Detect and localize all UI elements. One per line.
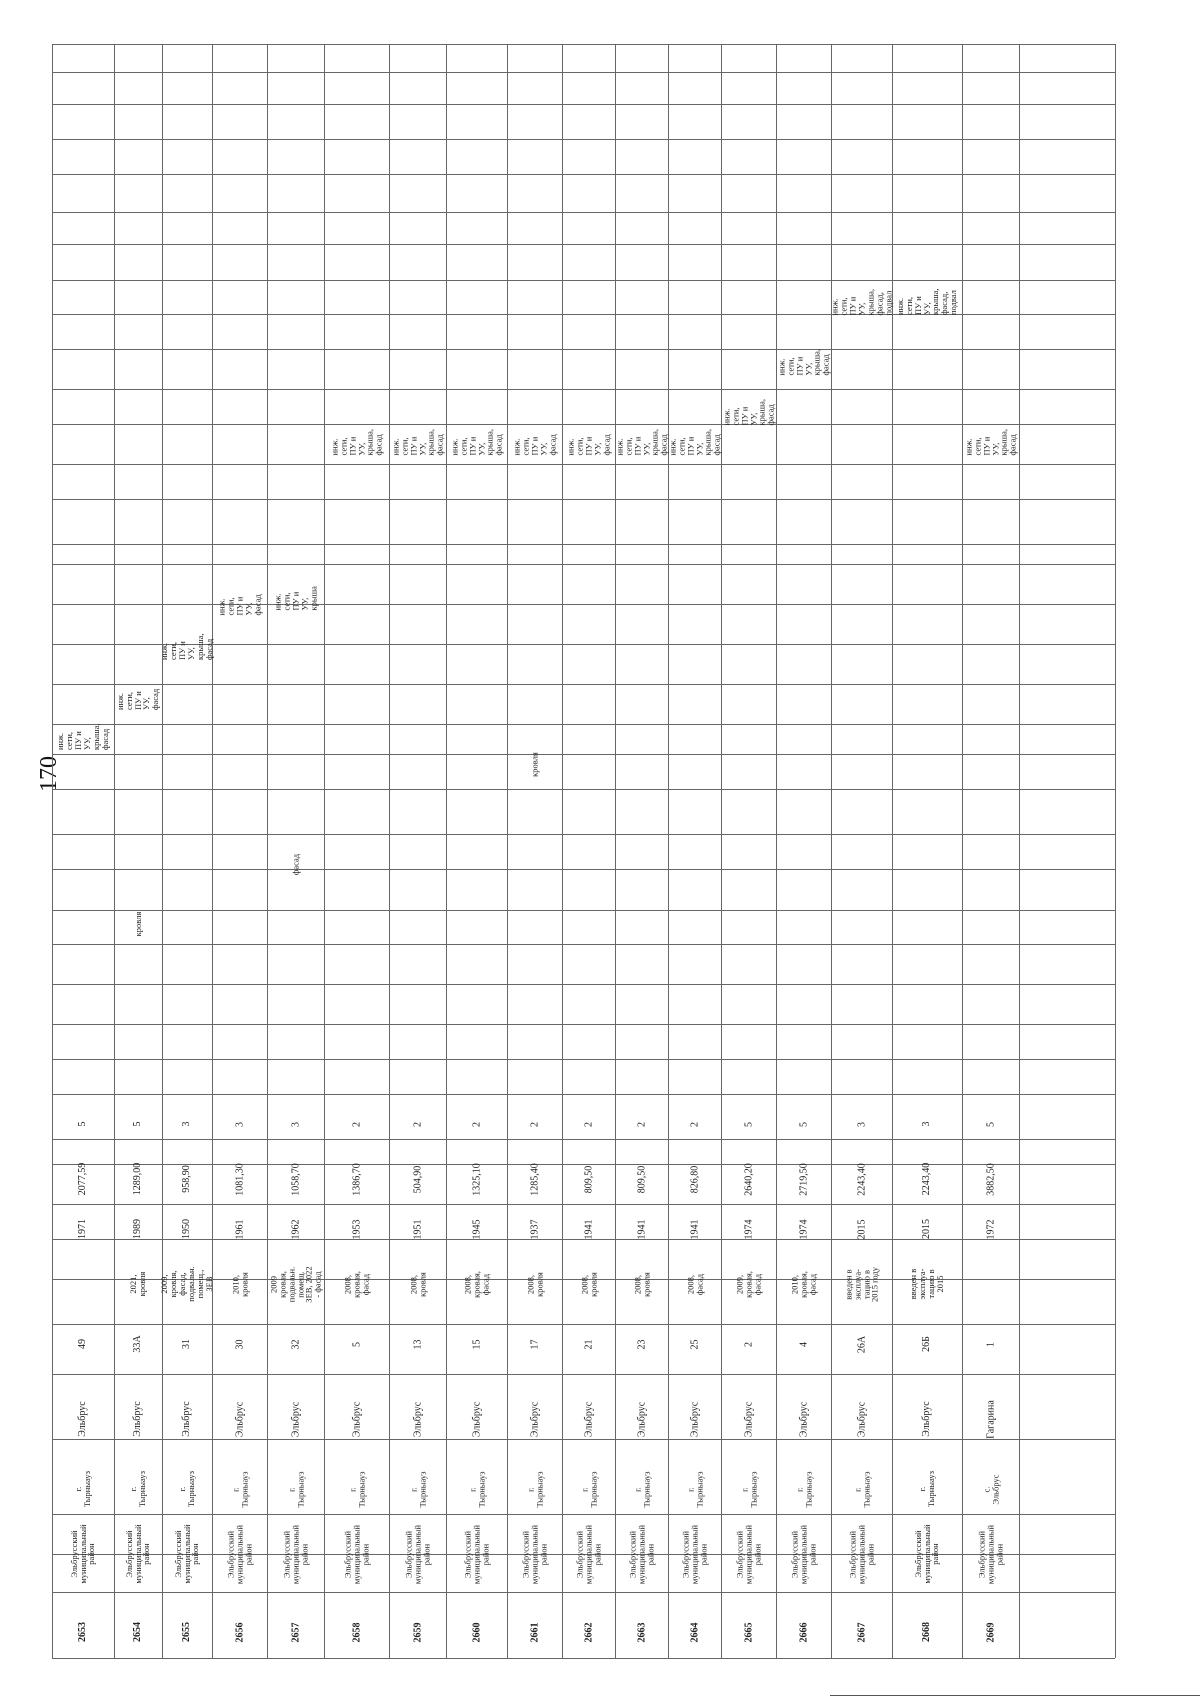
cell-num: 2662: [582, 1622, 594, 1642]
cell-repairs: инж. сети, ПУ и УУ, крыша, фасад: [328, 428, 384, 455]
cell-year: 2015: [855, 1219, 867, 1239]
cell-roof-note: [724, 904, 773, 944]
cell-num: 2656: [233, 1622, 245, 1642]
cell-year: 1950: [181, 1219, 192, 1239]
cell-floors: 5: [797, 1121, 809, 1127]
table-grid-line: [615, 44, 616, 1658]
cell-house: 26А: [855, 1335, 867, 1353]
cell-year: 1941: [635, 1219, 647, 1239]
cell-facade-note: [55, 814, 111, 854]
cell-district: Эльбрусский муниципальный район: [574, 1524, 602, 1584]
cell-repairs: инж. сети, ПУ и УУ, фасад: [511, 433, 557, 455]
cell-roof-note: [965, 904, 1016, 944]
cell-year: 1937: [528, 1219, 540, 1239]
cell-year: 1962: [289, 1219, 301, 1239]
table-grid-line: [892, 44, 893, 1658]
cell-floors: 2: [470, 1121, 482, 1127]
cell-settlement: г. Тырныауз: [285, 1471, 305, 1507]
cell-num: 2653: [77, 1622, 88, 1642]
cell-work-done: введен в эксплуа- тацию в 2015: [908, 1268, 945, 1300]
cell-repairs: инж. сети, ПУ и УУ, крыша, фасад: [962, 428, 1018, 455]
cell-street: Эльбрус: [470, 1401, 482, 1437]
cell-num: 2666: [797, 1622, 809, 1642]
cell-floors: 5: [77, 1121, 88, 1127]
cell-facade-note: [117, 814, 159, 854]
cell-repairs: инж. сети, ПУ и УУ, крыша, фасад, подвал: [894, 288, 959, 315]
cell-num: 2668: [921, 1622, 932, 1642]
cell-settlement: г. Тырныауз: [177, 1471, 196, 1507]
cell-street: Эльбрус: [132, 1401, 143, 1437]
cell-repairs: инж. сети, ПУ и УУ, крыша, фасад: [613, 428, 669, 455]
cell-floors: 3: [921, 1121, 932, 1127]
cell-num: 2654: [132, 1622, 143, 1642]
cell-floors: 2: [411, 1121, 423, 1127]
cell-house: 33А: [132, 1335, 143, 1353]
cell-area: 826,80: [688, 1165, 700, 1193]
cell-work-done: 2010, кровля: [229, 1271, 249, 1297]
cell-work-done: [965, 1252, 1016, 1316]
cell-district: Эльбрусский муниципальный район: [734, 1524, 762, 1584]
cell-district: Эльбрусский муниципальный район: [912, 1524, 941, 1584]
cell-district: Эльбрусский муниципальный район: [462, 1524, 490, 1584]
cell-settlement: г. Тырныауз: [407, 1471, 427, 1507]
cell-street: Гагарина: [984, 1399, 996, 1439]
cell-facade-note: фасад: [290, 853, 301, 875]
cell-roof-note: [565, 904, 612, 944]
cell-year: 1951: [411, 1219, 423, 1239]
cell-num: 2664: [688, 1622, 700, 1642]
cell-roof-note: [895, 904, 959, 944]
cell-repairs: инж. сети, ПУ и УУ, фасад: [114, 688, 161, 710]
cell-house: 17: [528, 1339, 540, 1349]
cell-work-done: 2008, кровля, фасад: [462, 1270, 490, 1298]
cell-roof-note: [671, 904, 718, 944]
cell-num: 2661: [528, 1622, 540, 1642]
cell-street: Эльбрус: [582, 1401, 594, 1437]
cell-district: Эльбрусский муниципальный район: [225, 1524, 253, 1584]
cell-repairs: инж. сети, ПУ и УУ, крыша, фасад: [389, 428, 445, 455]
cell-floors: 5: [742, 1121, 754, 1127]
cell-facade-note: [895, 814, 959, 854]
cell-year: 1971: [77, 1219, 88, 1239]
cell-repairs: инж. сети, ПУ и УУ, крыша, фасад: [775, 348, 831, 375]
cell-work-done: 2008, кровля: [631, 1271, 651, 1297]
table-grid-line: [962, 44, 963, 1658]
cell-roof-note: [779, 904, 828, 944]
table-grid-line: [721, 44, 722, 1658]
cell-num: 2657: [289, 1622, 301, 1642]
cell-district: Эльбрусский муниципальный район: [342, 1524, 370, 1584]
cell-district: Эльбрусский муниципальный район: [123, 1524, 152, 1584]
cell-roof-note: [327, 904, 386, 944]
cell-area: 1386,70: [350, 1162, 362, 1196]
table-grid-line: [1019, 44, 1020, 1658]
cell-house: 15: [470, 1339, 482, 1349]
cell-settlement: г. Тырныауз: [346, 1471, 366, 1507]
cell-year: 1961: [233, 1219, 245, 1239]
cell-facade-note: [392, 814, 443, 854]
cell-area: 2243,40: [855, 1162, 867, 1196]
table-grid-line: [52, 1658, 1115, 1659]
cell-area: 1058,70: [289, 1162, 301, 1196]
cell-settlement: г. Тырныауз: [128, 1471, 147, 1507]
cell-district: Эльбрусский муниципальный район: [627, 1524, 655, 1584]
cell-repairs: инж. сети, ПУ и УУ, крыша: [272, 585, 318, 610]
cell-facade-note: кровля: [529, 751, 540, 777]
cell-facade-note: [671, 814, 718, 854]
cell-floors: 3: [289, 1121, 301, 1127]
table-grid-line: [562, 44, 563, 1658]
cell-work-done: 2008, кровля: [524, 1271, 544, 1297]
cell-settlement: с. Эльбрус: [980, 1473, 1000, 1505]
cell-house: 4: [797, 1341, 809, 1347]
cell-facade-note: [834, 814, 889, 854]
cell-facade-note: [724, 814, 773, 854]
cell-year: 2015: [921, 1219, 932, 1239]
cell-settlement: г. Тырныауз: [917, 1471, 936, 1507]
cell-settlement: г. Тырныауз: [684, 1471, 704, 1507]
cell-roof-note: кровля: [132, 911, 143, 937]
cell-repairs: инж. сети, ПУ и УУ, крыша, фасад: [448, 428, 504, 455]
cell-floors: 2: [582, 1121, 594, 1127]
cell-year: 1974: [742, 1219, 754, 1239]
cell-roof-note: [449, 904, 504, 944]
cell-settlement: г. Тырныауз: [229, 1471, 249, 1507]
cell-facade-note: [165, 814, 209, 854]
cell-roof-note: [270, 904, 321, 944]
table-grid-line: [389, 44, 390, 1658]
cell-area: 809,50: [582, 1165, 594, 1193]
cell-work-done: 2009, кровля, фасад, подвальн. помещ., ЗЕВ: [159, 1266, 214, 1302]
cell-street: Эльбрус: [77, 1401, 88, 1437]
cell-house: 49: [77, 1339, 88, 1349]
cell-num: 2667: [855, 1622, 867, 1642]
cell-floors: 3: [181, 1121, 192, 1127]
cell-house: 31: [181, 1339, 192, 1349]
cell-district: Эльбрусский муниципальный район: [281, 1524, 309, 1584]
table-grid-line: [267, 44, 268, 1658]
cell-street: Эльбрус: [289, 1401, 301, 1437]
table-grid-line: [507, 44, 508, 1658]
cell-area: 2719,50: [797, 1162, 809, 1196]
cell-area: 2077,59: [77, 1162, 88, 1196]
cell-work-done: 2008, фасад: [684, 1273, 704, 1295]
cell-num: 2669: [984, 1622, 996, 1642]
cell-facade-note: [565, 814, 612, 854]
cell-street: Эльбрус: [921, 1401, 932, 1437]
cell-house: 26Б: [921, 1336, 932, 1352]
cell-area: 1285,40: [528, 1162, 540, 1196]
cell-num: 2655: [181, 1622, 192, 1642]
table-grid-line: [162, 44, 163, 1658]
cell-settlement: г. Тырныауз: [466, 1471, 486, 1507]
cell-house: 25: [688, 1339, 700, 1349]
cell-street: Эльбрус: [350, 1401, 362, 1437]
cell-district: Эльбрусский муниципальный район: [680, 1524, 708, 1584]
cell-area: 1081,30: [233, 1162, 245, 1196]
cell-settlement: г. Тырныауз: [851, 1471, 871, 1507]
cell-district: Эльбрусский муниципальный район: [976, 1524, 1004, 1584]
cell-house: 13: [411, 1339, 423, 1349]
cell-roof-note: [392, 904, 443, 944]
table-grid-line: [446, 44, 447, 1658]
scan-marks: [520, 0, 660, 14]
cell-area: 2243,40: [921, 1162, 932, 1196]
cell-street: Эльбрус: [411, 1401, 423, 1437]
cell-roof-note: [215, 904, 264, 944]
cell-district: Эльбрусский муниципальный район: [520, 1524, 548, 1584]
cell-street: Эльбрус: [233, 1401, 245, 1437]
cell-year: 1953: [350, 1219, 362, 1239]
cell-house: 21: [582, 1339, 594, 1349]
cell-work-done: введен в эксплуа- тацию в 2015 году: [842, 1266, 880, 1302]
cell-street: Эльбрус: [181, 1401, 192, 1437]
cell-year: 1972: [984, 1219, 996, 1239]
cell-num: 2659: [411, 1622, 423, 1642]
cell-street: Эльбрус: [855, 1401, 867, 1437]
cell-facade-note: [449, 814, 504, 854]
cell-num: 2665: [742, 1622, 754, 1642]
cell-num: 2663: [635, 1622, 647, 1642]
cell-house: 2: [742, 1341, 754, 1347]
cell-repairs: инж. сети, ПУ и УУ, фасад: [565, 433, 611, 455]
cell-area: 809,50: [635, 1165, 647, 1193]
cell-area: 3882,50: [984, 1162, 996, 1196]
table-grid-line: [1115, 44, 1116, 1658]
cell-floors: 2: [528, 1121, 540, 1127]
table-grid-line: [52, 44, 53, 1658]
scan-edge-line: [830, 1695, 1200, 1696]
cell-work-done: 2008, кровля, фасад: [342, 1270, 370, 1298]
cell-floors: 2: [635, 1121, 647, 1127]
table-grid-line: [114, 44, 115, 1658]
cell-floors: 3: [233, 1121, 245, 1127]
cell-repairs: инж. сети, ПУ и УУ, крыша, фасад: [720, 398, 776, 425]
cell-street: Эльбрус: [635, 1401, 647, 1437]
cell-settlement: г. Тырныауз: [631, 1471, 651, 1507]
cell-settlement: г. Тырныауз: [73, 1471, 92, 1507]
table-grid-line: [324, 44, 325, 1658]
cell-year: 1941: [688, 1219, 700, 1239]
cell-district: Эльбрусский муниципальный район: [172, 1524, 201, 1584]
cell-settlement: г. Тырныауз: [793, 1471, 813, 1507]
cell-repairs: инж. сети, ПУ и УУ, крыша, фасад: [159, 633, 214, 660]
cell-work-done: 2009, кровля, фасад: [734, 1270, 762, 1298]
cell-floors: 2: [350, 1121, 362, 1127]
cell-area: 504,90: [411, 1165, 423, 1193]
housing-repair-table: [52, 44, 1115, 1658]
cell-street: Эльбрус: [528, 1401, 540, 1437]
cell-house: 23: [635, 1339, 647, 1349]
cell-work-done: [55, 1252, 111, 1316]
cell-repairs: инж. сети, ПУ и УУ, крыша, фасад: [55, 723, 110, 750]
cell-settlement: г. Тырныауз: [738, 1471, 758, 1507]
cell-year: 1945: [470, 1219, 482, 1239]
cell-work-done: 2008, кровля: [578, 1271, 598, 1297]
cell-street: Эльбрус: [688, 1401, 700, 1437]
cell-floors: 3: [855, 1121, 867, 1127]
cell-area: 1289,00: [132, 1162, 143, 1196]
cell-facade-note: [965, 814, 1016, 854]
cell-area: 2640,20: [742, 1162, 754, 1196]
cell-floors: 2: [688, 1121, 700, 1127]
cell-area: 1325,10: [470, 1162, 482, 1196]
table-grid-line: [212, 44, 213, 1658]
cell-settlement: г. Тырныауз: [578, 1471, 598, 1507]
cell-repairs: инж. сети, ПУ и УУ, крыша, фасад: [666, 428, 722, 455]
cell-work-done: 2009 кровля, подвальн. помещ. ЗЕВ, 2022 - фасад: [267, 1265, 323, 1303]
cell-roof-note: [165, 904, 209, 944]
cell-repairs: инж. сети, ПУ и УУ, фасад: [216, 593, 262, 615]
cell-district: Эльбрусский муниципальный район: [847, 1524, 875, 1584]
cell-year: 1941: [582, 1219, 594, 1239]
cell-house: 30: [233, 1339, 245, 1349]
table-grid-line: [831, 44, 832, 1658]
cell-floors: 5: [984, 1121, 996, 1127]
cell-facade-note: [779, 814, 828, 854]
cell-work-done: 2021, кровля: [128, 1271, 147, 1297]
table-grid-line: [776, 44, 777, 1658]
cell-facade-note: [327, 814, 386, 854]
cell-district: Эльбрусский муниципальный район: [403, 1524, 431, 1584]
cell-floors: 5: [132, 1121, 143, 1127]
cell-house: 1: [984, 1341, 996, 1347]
cell-repairs: инж. сети, ПУ и УУ, крыша, фасад, подвал: [829, 288, 893, 315]
cell-roof-note: [55, 904, 111, 944]
cell-work-done: 2010, кровля, фасад: [789, 1270, 817, 1298]
cell-house: 32: [289, 1339, 301, 1349]
cell-work-done: 2008, кровля: [407, 1271, 427, 1297]
cell-district: Эльбрусский муниципальный район: [68, 1524, 97, 1584]
cell-roof-note: [834, 904, 889, 944]
cell-settlement: г. Тырныауз: [524, 1471, 544, 1507]
cell-facade-note: [618, 814, 665, 854]
cell-street: Эльбрус: [797, 1401, 809, 1437]
cell-street: Эльбрус: [742, 1401, 754, 1437]
cell-roof-note: [510, 904, 559, 944]
cell-num: 2660: [470, 1622, 482, 1642]
cell-year: 1974: [797, 1219, 809, 1239]
cell-facade-note: [215, 814, 264, 854]
cell-house: 5: [350, 1341, 362, 1347]
page-number: 170: [36, 756, 62, 792]
cell-num: 2658: [350, 1622, 362, 1642]
cell-year: 1989: [132, 1219, 143, 1239]
table-grid-line: [668, 44, 669, 1658]
cell-district: Эльбрусский муниципальный район: [789, 1524, 817, 1584]
cell-area: 958,90: [181, 1165, 192, 1193]
cell-roof-note: [618, 904, 665, 944]
